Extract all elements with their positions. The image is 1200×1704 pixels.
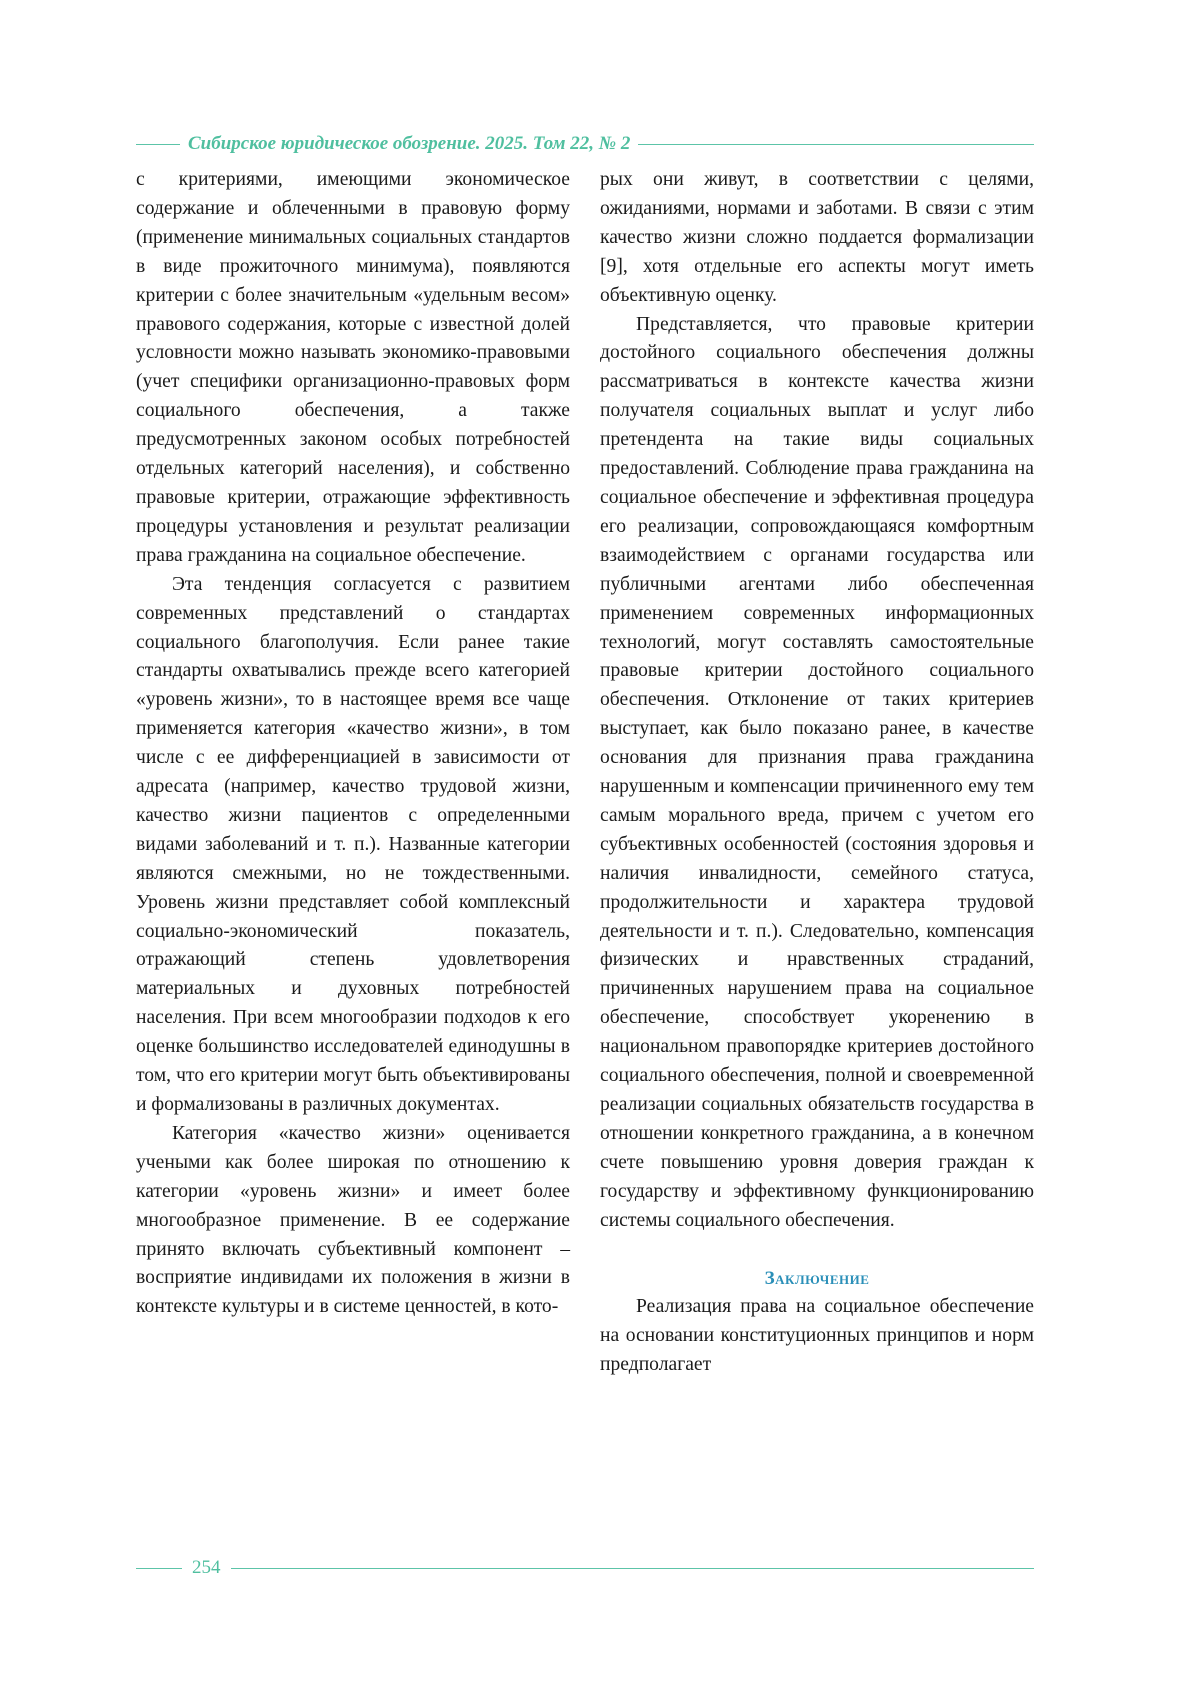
page-footer (136, 1556, 1034, 1580)
section-heading: Заключение (764, 1267, 870, 1289)
paragraph: Представляется, что правовые критерии достойного социального обеспечения должны рассматриваться в контексте качества жизни получателя социальных выплат и услуг либо претендента на такие виды социальных предоставлений. Соблюдение права гражданина на социальное обеспечение и эффективная процедура его реализации, сопровождающаяся комфортным взаимодействием с органами государства или публичными агентами либо обеспеченная применением современных информационных технологий, могут составлять самостоятельные правовые критерии достойного социального обеспечения. Отклонение от таких критериев выступает, как было показано ранее, в качестве основания для признания права гражданина нарушенным и компенсации причиненного ему тем самым морального вреда, причем с учетом его субъективных особенностей (состояния здоровья и наличия инвалидности, семейного статуса, продолжительности и характера трудовой деятельности и т. п.). Следовательно, компенсация физических и нравственных страданий, причиненных нарушением права на социальное обеспечение, способствует укоренению в национальном правопорядке критериев достойного социального обеспечения, полной и своевременной реализации социальных обязательств государства в отношении конкретного гражданина, а в конечном счете повышению уровня доверия граждан к государству и эффективному функционированию системы социального обеспечения. (600, 313, 1034, 1231)
header-rule-right (638, 144, 1034, 145)
left-column (136, 166, 570, 1322)
footer-rule-right (231, 1568, 1035, 1569)
journal-title: Сибирское юридическое обозрение. 2025. Том 22, № 2 (188, 133, 631, 154)
page-number: 254 (192, 1557, 221, 1578)
paragraph: с критериями, имеющими экономическое содержание и облеченными в правовую форму (применение минимальных социальных стандартов в виде прожиточного минимума), появляются критерии с более значительным «удельным весом» правового содержания, которые с известной долей условности можно называть экономико-правовыми (учет специфики организационно-правовых форм социального обеспечения, а также предусмотренных законом особых потребностей отдельных категорий населения), и собственно правовые критерии, отражающие эффективность процедуры установления и результат реализации права гражданина на социальное обеспечение. (136, 169, 570, 566)
running-header (136, 130, 1034, 158)
paragraph: рых они живут, в соответствии с целями, ожиданиями, нормами и заботами. В связи с этим качество жизни сложно поддается формализации [9], хотя отдельные его аспекты могут иметь объективную оценку. (600, 169, 1034, 306)
paragraph: Эта тенденция согласуется с развитием современных представлений о стандартах социального благополучия. Если ранее такие стандарты охватывались прежде всего категорией «уровень жизни», то в настоящее время все чаще применяется категория «качество жизни», в том числе с ее дифференциацией в зависимости от адресата (например, качество трудовой жизни, качество жизни пациентов с определенными видами заболеваний и т. п.). Названные категории являются смежными, но не тождественными. Уровень жизни представляет собой комплексный социально-экономический показатель, отражающий степень удовлетворения материальных и духовных потребностей населения. При всем многообразии подходов к его оценке большинство исследователей единодушны в том, что его критерии могут быть объективированы и формализованы в различных документах. (136, 573, 570, 1115)
paragraph: Реализация права на социальное обеспечение на основании конституционных принципов и норм предполагает (600, 1296, 1034, 1376)
paragraph: Категория «качество жизни» оценивается учеными как более широкая по отношению к категории «уровень жизни» и имеет более многообразное применение. В ее содержание принято включать субъективный компонент – восприятие индивидами их положения в жизни в контексте культуры и в системе ценностей, в кото- (136, 1122, 570, 1318)
right-column (600, 166, 1034, 1380)
footer-rule-left (136, 1568, 182, 1569)
header-rule-left (136, 144, 180, 145)
